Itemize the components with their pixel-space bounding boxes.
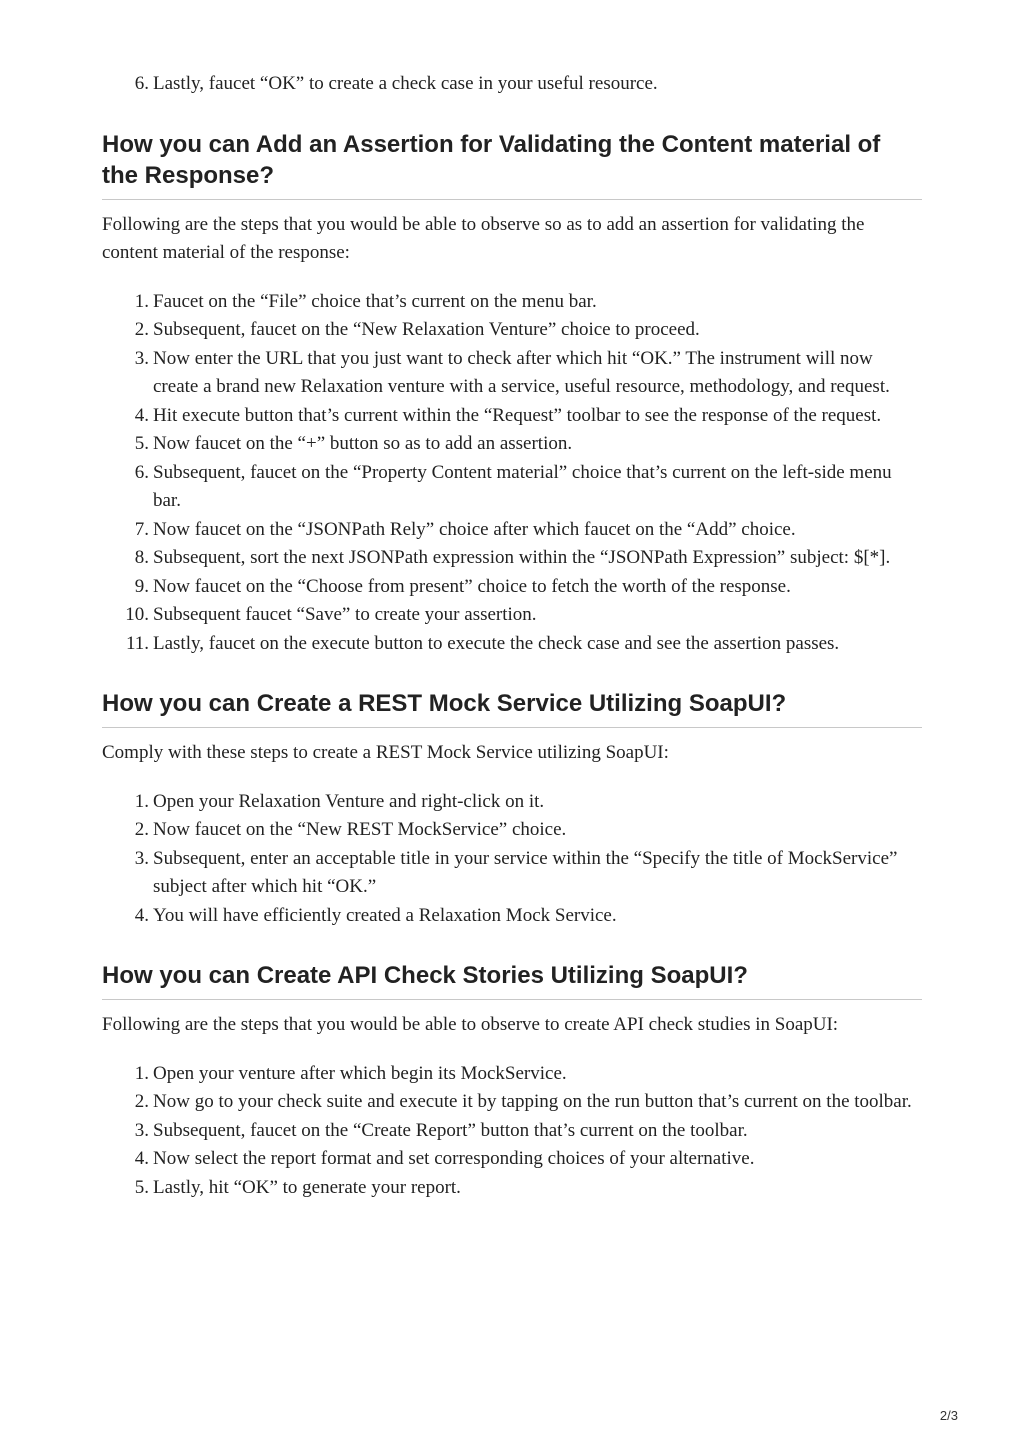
list-item-text: Hit execute button that’s current within the “Request” toolbar to see the response of the request.: [153, 404, 882, 426]
section-rest-mock-service: [102, 688, 922, 930]
list-item-number: 3.: [134, 347, 149, 369]
continued-steps-list: [102, 70, 922, 99]
list-item: [102, 1174, 922, 1203]
list-item-number: 1.: [134, 790, 149, 812]
list-item-number: 4.: [134, 404, 149, 426]
list-item-text: Lastly, faucet “OK” to create a check case in your useful resource.: [153, 73, 658, 94]
list-item-text: Open your Relaxation Venture and right-click on it.: [153, 790, 545, 812]
list-item: [102, 1117, 922, 1146]
list-item-number: 2.: [134, 319, 149, 340]
section-heading: How you can Add an Assertion for Validating the Content material of the Response?: [102, 129, 922, 200]
steps-list: [102, 788, 922, 931]
list-item-number: 3.: [134, 847, 149, 869]
list-item-text: Lastly, faucet on the execute button to execute the check case and see the assertion passes.: [153, 632, 840, 654]
list-item: [102, 288, 922, 317]
list-item: [102, 845, 922, 902]
list-item-text: Subsequent faucet “Save” to create your assertion.: [153, 604, 537, 625]
list-item-text: Subsequent, sort the next JSONPath expression within the “JSONPath Expression” subject: $[*].: [153, 547, 891, 568]
list-item-number: 8.: [134, 547, 149, 568]
list-item-text: Subsequent, enter an acceptable title in your service within the “Specify the title of MockService” subject after which hit “OK.”: [153, 847, 898, 897]
list-item: [102, 459, 922, 516]
section-heading: How you can Create a REST Mock Service Utilizing SoapUI?: [102, 688, 922, 728]
section-intro: Following are the steps that you would be able to observe to create API check studies in SoapUI:: [102, 1014, 839, 1035]
list-item: [102, 544, 922, 573]
list-item-number: 1.: [134, 1062, 149, 1084]
list-item: [102, 316, 922, 345]
section-heading: How you can Create API Check Stories Utilizing SoapUI?: [102, 960, 922, 1000]
list-item-number: 4.: [134, 1148, 149, 1169]
list-item-number: 2.: [134, 1091, 149, 1112]
list-item: [102, 1145, 922, 1174]
list-item-text: Now faucet on the “Choose from present” choice to fetch the worth of the response.: [153, 575, 791, 597]
section-intro: Comply with these steps to create a REST Mock Service utilizing SoapUI:: [102, 742, 669, 763]
list-item: [102, 816, 922, 845]
list-item-text: Subsequent, faucet on the “Create Report” button that’s current on the toolbar.: [153, 1119, 748, 1141]
steps-list: [102, 288, 922, 659]
list-item-number: 5.: [134, 1176, 149, 1198]
list-item-text: Open your venture after which begin its MockService.: [153, 1062, 567, 1084]
list-item-text: Now faucet on the “+” button so as to add an assertion.: [153, 433, 573, 454]
list-item-text: Now go to your check suite and execute it by tapping on the run button that’s current on the toolbar.: [153, 1091, 912, 1112]
list-item: [102, 516, 922, 545]
list-item-number: 9.: [134, 575, 149, 597]
list-item: [102, 902, 922, 931]
list-item-number: 5.: [134, 433, 149, 454]
list-item-number: 6.: [134, 73, 149, 94]
document-page: [102, 70, 922, 1202]
list-item-text: Now select the report format and set corresponding choices of your alternative.: [153, 1148, 755, 1169]
list-item: [102, 1060, 922, 1089]
list-item-text: Faucet on the “File” choice that’s current on the menu bar.: [153, 290, 597, 312]
list-item-number: 4.: [134, 904, 149, 926]
list-item-number: 3.: [134, 1119, 149, 1141]
list-item-text: Now faucet on the “JSONPath Rely” choice after which faucet on the “Add” choice.: [153, 518, 796, 540]
list-item-text: You will have efficiently created a Relaxation Mock Service.: [153, 904, 617, 926]
list-item-text: Now enter the URL that you just want to check after which hit “OK.” The instrument will now create a brand new Relaxation venture with a service, useful resource, methodology, and request.: [153, 347, 890, 397]
list-item-number: 2.: [134, 819, 149, 840]
section-add-assertion: [102, 129, 922, 659]
list-item-text: Now faucet on the “New REST MockService” choice.: [153, 819, 567, 840]
list-item: [102, 1088, 922, 1117]
section-intro: Following are the steps that you would be able to observe so as to add an assertion for validating the content material of the response:: [102, 213, 865, 263]
steps-list: [102, 1060, 922, 1203]
list-item-text: Lastly, hit “OK” to generate your report.: [153, 1176, 461, 1198]
list-item-number: 7.: [134, 518, 149, 540]
list-item-text: Subsequent, faucet on the “New Relaxation Venture” choice to proceed.: [153, 319, 700, 340]
page-number: 2/3: [939, 1408, 958, 1423]
list-item-number: 1.: [134, 290, 149, 312]
list-item: [102, 402, 922, 431]
list-item-number: 10.: [125, 604, 149, 625]
list-item-text: Subsequent, faucet on the “Property Content material” choice that’s current on the left-side menu bar.: [153, 461, 892, 511]
list-item: [102, 430, 922, 459]
list-item: [102, 788, 922, 817]
list-item: [102, 573, 922, 602]
list-item-number: 11.: [125, 632, 149, 654]
list-item: [102, 630, 922, 659]
list-item: [102, 601, 922, 630]
list-item: [102, 345, 922, 402]
list-item: [102, 70, 922, 99]
section-api-test-reports: [102, 960, 922, 1202]
list-item-number: 6.: [134, 461, 149, 483]
